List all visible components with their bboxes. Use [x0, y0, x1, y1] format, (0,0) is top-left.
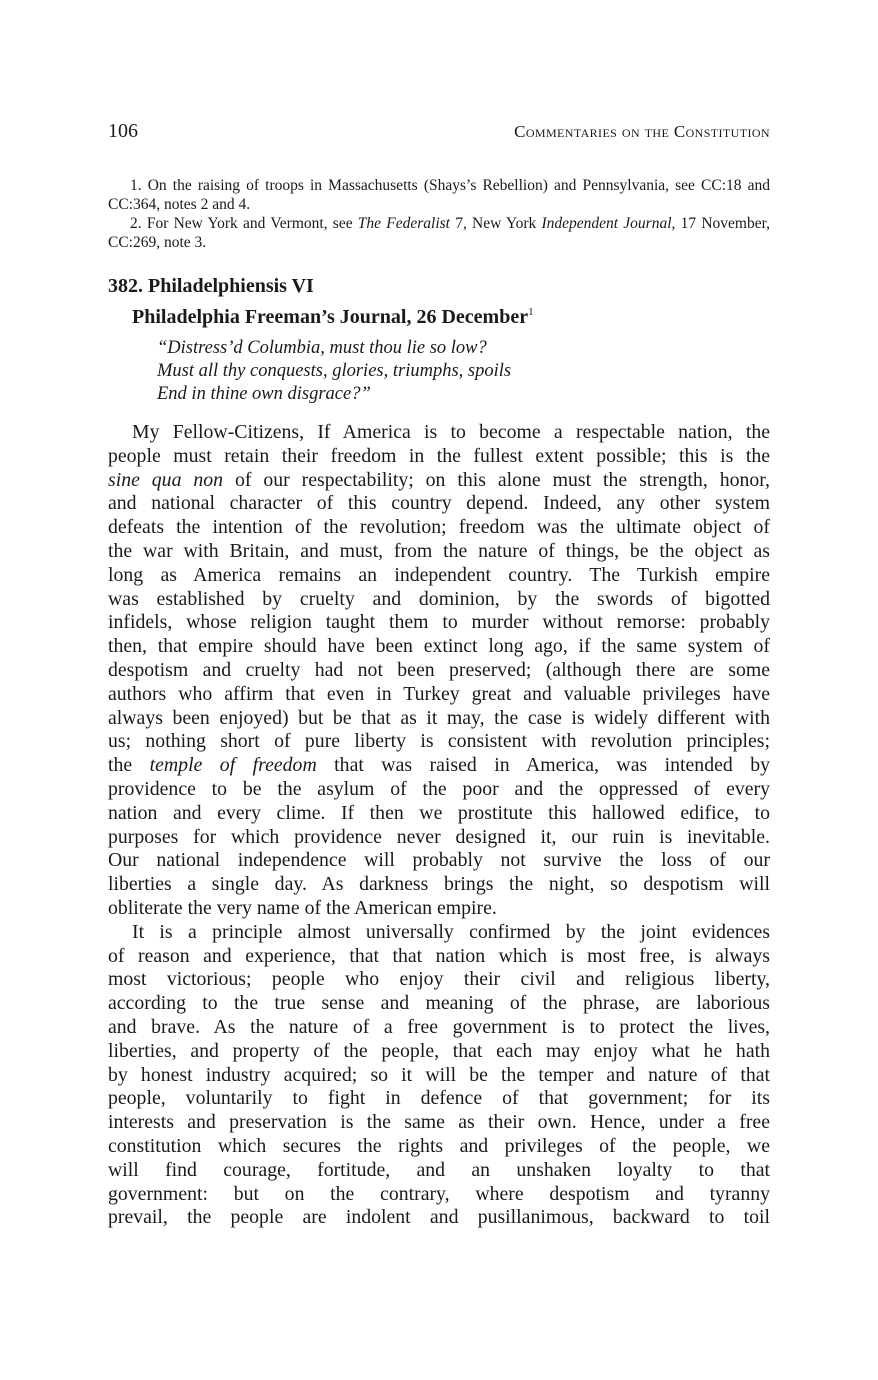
text-line: sine qua non of our respectability; on this alone must the strength, honor, [108, 468, 770, 491]
text-line: was established by cruelty and dominion, by the swords of bigotted [108, 587, 770, 610]
epigraph-line: Must all thy conquests, glories, triumphs, spoils [157, 361, 512, 381]
epigraph-line: End in thine own disgrace?” [157, 384, 371, 404]
text-line: constitution which secures the rights and privileges of the people, we [108, 1134, 770, 1157]
text-line: infidels, whose religion taught them to murder without remorse: probably [108, 611, 770, 634]
text-line: us; nothing short of pure liberty is consistent with revolution principles; [108, 730, 770, 753]
text-line: obliterate the very name of the American empire. [108, 896, 497, 919]
text-line: despotism and cruelty had not been preserved; (although there are some [108, 658, 770, 681]
epigraph [157, 337, 757, 406]
document-number-title: 382. Philadelphiensis VI [108, 275, 314, 297]
text-line: prevail, the people are indolent and pusillanimous, backward to toil [108, 1206, 770, 1229]
text-line: according to the true sense and meaning of the phrase, are laborious [108, 992, 770, 1015]
document-heading [108, 273, 770, 330]
text-line: people, voluntarily to fight in defence of that government; for its [108, 1087, 770, 1110]
text-line: government: but on the contrary, where despotism and tyranny [108, 1182, 770, 1205]
text-line: Our national independence will probably not survive the loss of our [108, 849, 770, 872]
footnote-2-title-journal: Independent Journal, [541, 215, 676, 232]
text-line: interests and preservation is the same as their own. Hence, under a free [108, 1111, 770, 1134]
text-line: liberties, and property of the people, that each may enjoy what he hath [108, 1039, 770, 1062]
text-line: long as America remains an independent country. The Turkish empire [108, 563, 770, 586]
text-line: defeats the intention of the revolution; freedom was the ultimate object of [108, 516, 770, 539]
text-line: then, that empire should have been extinct long ago, if the same system of [108, 635, 770, 658]
footnote-reference: 1 [528, 306, 534, 318]
running-head: Commentaries on the Constitution [514, 122, 770, 141]
text-line: and national character of this country depend. Indeed, any other system [108, 492, 770, 515]
text-line: always been enjoyed) but be that as it may, the case is widely different with [108, 706, 770, 729]
page-number: 106 [108, 120, 138, 142]
text-line: most victorious; people who enjoy their civil and religious liberty, [108, 968, 770, 991]
text-line: of reason and experience, that that nation which is most free, is always [108, 944, 770, 967]
text-line: by honest industry acquired; so it will be the temper and nature of that [108, 1063, 770, 1086]
text-line: the temple of freedom that was raised in America, was intended by [108, 754, 770, 777]
text-line: authors who affirm that even in Turkey great and valuable privileges have [108, 682, 770, 705]
text-line: My Fellow-Citizens, If America is to become a respectable nation, the [132, 421, 770, 443]
text-line: providence to be the asylum of the poor and the oppressed of every [108, 777, 770, 800]
body-text [108, 421, 770, 1230]
epigraph-line: “Distress’d Columbia, must thou lie so low? [157, 338, 487, 358]
text-line: the war with Britain, and must, from the nature of things, be the object as [108, 539, 770, 562]
text-line: purposes for which providence never designed it, our ruin is inevitable. [108, 825, 770, 848]
footnote-2: 2. For New York and Vermont, see The Federalist 7, New York Independent Journal, 17 November, CC:269, note 3. [108, 215, 770, 251]
footnotes [108, 176, 770, 252]
text-line: liberties a single day. As darkness brings the night, so despotism will [108, 873, 770, 896]
footnote-2-title-federalist: The Federalist [357, 215, 450, 232]
text-line: and brave. As the nature of a free government is to protect the lives, [108, 1015, 770, 1038]
italic-phrase: temple of freedom [149, 754, 317, 777]
text-line: It is a principle almost universally confirmed by the joint evidences [132, 920, 770, 943]
italic-phrase: sine qua non [108, 468, 224, 491]
footnote-1: 1. On the raising of troops in Massachusetts (Shays’s Rebellion) and Pennsylvania, see CC:18 and CC:364, notes 2 and 4. [108, 177, 770, 213]
text-line: nation and every clime. If then we prostitute this hallowed edifice, to [108, 801, 770, 824]
text-line: will find courage, fortitude, and an unshaken loyalty to that [108, 1158, 770, 1181]
page-header [108, 120, 770, 150]
text-line: people must retain their freedom in the fullest extent possible; this is the [108, 444, 770, 467]
document-source: Philadelphia Freeman’s Journal, 26 December$^1$ [132, 306, 534, 328]
